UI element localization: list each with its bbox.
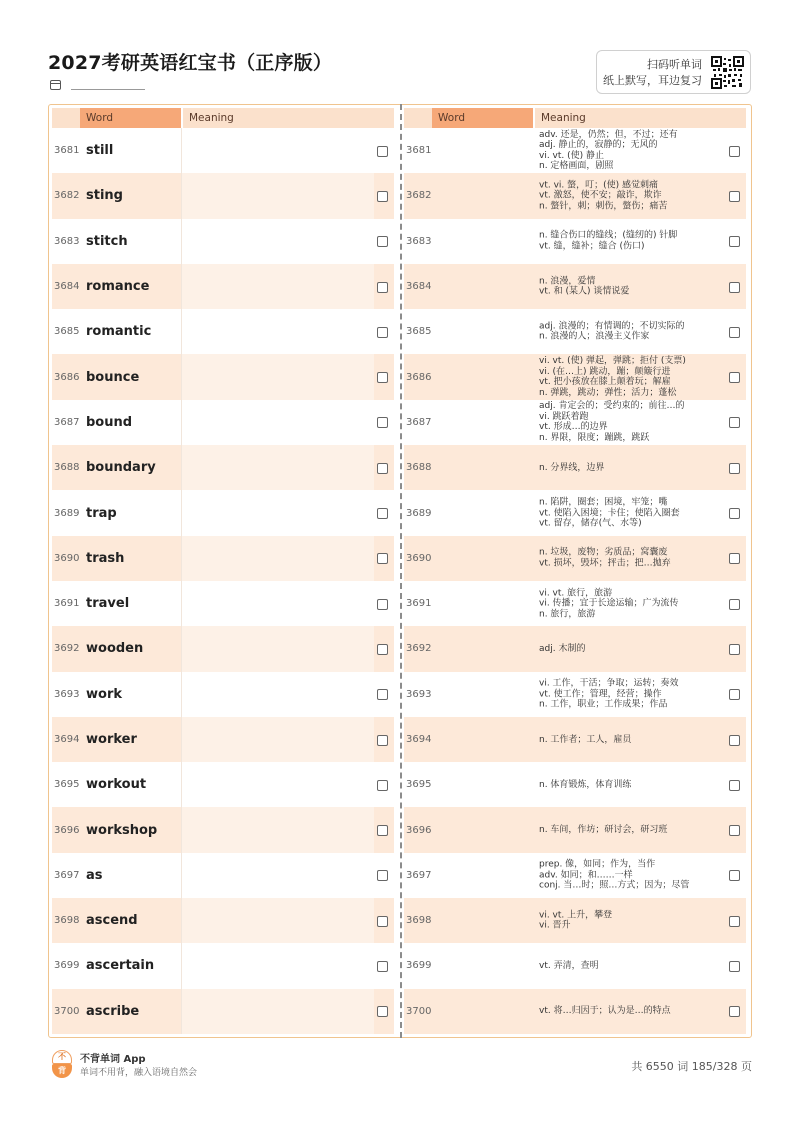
checkbox-icon[interactable]	[729, 825, 740, 836]
left-header	[52, 108, 394, 128]
row-number: 3686	[406, 371, 432, 383]
table-row	[52, 128, 394, 173]
table-row	[52, 762, 394, 807]
row-meaning: n. 体育锻炼，体育训练	[539, 779, 632, 790]
page-info: 共 6550 词 185/328 页	[631, 1060, 752, 1073]
row-meaning: adj. 肯定会的；受约束的；前往…的 vi. 跳跃着跑 vt. 形成…的边界 n. 界限，限度；蹦跳，跳跃	[539, 401, 685, 443]
row-number: 3681	[406, 145, 432, 157]
checkbox-icon[interactable]	[729, 599, 740, 610]
row-word: workout	[86, 777, 147, 793]
row-number: 3695	[406, 779, 432, 791]
checkbox-icon[interactable]	[377, 327, 388, 338]
right-rows	[404, 128, 746, 1034]
meaning-blank-cell[interactable]	[181, 762, 374, 807]
row-number: 3700	[54, 1005, 80, 1017]
checkbox-icon[interactable]	[729, 553, 740, 564]
row-meaning: n. 垃圾，废物；劣质品；窝囊废 vt. 损坏，毁坏；抨击；把…抛弃	[539, 547, 671, 569]
row-number: 3696	[406, 824, 432, 836]
checkbox-icon[interactable]	[377, 916, 388, 927]
row-number: 3688	[406, 462, 432, 474]
row-number: 3694	[406, 734, 432, 745]
row-number: 3692	[54, 643, 80, 655]
header-num-cell	[404, 108, 432, 128]
row-meaning: adj. 木制的	[539, 643, 586, 654]
scan-box	[596, 50, 751, 94]
checkbox-icon[interactable]	[729, 327, 740, 338]
row-number: 3691	[406, 598, 432, 610]
app-logo	[52, 1050, 72, 1078]
meaning-blank-cell[interactable]	[181, 717, 374, 762]
row-meaning: adj. 浪漫的；有情调的；不切实际的 n. 浪漫的人；浪漫主义作家	[539, 321, 685, 342]
checkbox-icon[interactable]	[729, 961, 740, 972]
row-number: 3687	[406, 416, 432, 428]
table-row	[404, 672, 746, 717]
header-meaning: Meaning	[183, 108, 374, 128]
table-row	[404, 309, 746, 354]
table-row	[52, 173, 394, 218]
table-row	[52, 853, 394, 898]
checkbox-icon[interactable]	[729, 191, 740, 202]
row-meaning: n. 浪漫，爱情 vt. 和 (某人) 谈情说爱	[539, 276, 630, 297]
checkbox-icon[interactable]	[729, 689, 740, 700]
row-meaning: vi. vt. (使) 弹起，弹跳；拒付 (支票) vi. (在…上) 跳动，蹦；颠簸行进 vt. 把小孩放在膝上颠着玩；解雇 n. 弹跳，跳动；弹性；活力；蓬松	[539, 356, 686, 398]
date-row	[50, 80, 145, 90]
row-number: 3685	[406, 326, 432, 338]
checkbox-icon[interactable]	[729, 417, 740, 428]
meaning-blank-cell[interactable]	[181, 173, 374, 218]
header-num-cell	[52, 108, 80, 128]
row-meaning: vt. 弄清，查明	[539, 960, 599, 971]
table-row	[404, 717, 746, 762]
table-row	[52, 898, 394, 943]
table-row	[52, 309, 394, 354]
table-row	[404, 853, 746, 898]
checkbox-icon[interactable]	[377, 961, 388, 972]
row-word: ascend	[86, 913, 138, 929]
meaning-blank-cell[interactable]	[181, 853, 374, 898]
row-number: 3690	[406, 552, 432, 564]
meaning-blank-cell[interactable]	[181, 943, 374, 988]
row-number: 3686	[54, 371, 80, 383]
row-number: 3693	[54, 688, 80, 700]
row-word: trash	[86, 550, 125, 566]
table-row	[52, 672, 394, 717]
checkbox-icon[interactable]	[729, 870, 740, 881]
row-meaning: vi. 工作，干活；争取；运转；奏效 vt. 使工作；管理，经营；操作 n. 工作，职业；工作成果；作品	[539, 678, 679, 710]
checkbox-icon[interactable]	[377, 508, 388, 519]
row-number: 3697	[54, 869, 80, 881]
meaning-blank-cell[interactable]	[181, 581, 374, 626]
table-row	[404, 898, 746, 943]
row-number: 3688	[54, 462, 80, 474]
app-slogan: 单词不用背，融入语境自然会	[80, 1068, 198, 1078]
table-row	[404, 490, 746, 535]
right-column	[404, 108, 746, 1017]
footer	[52, 1048, 752, 1080]
table-row	[404, 264, 746, 309]
row-number: 3698	[406, 915, 432, 927]
meaning-blank-cell[interactable]	[181, 807, 374, 852]
row-meaning: n. 缝合伤口的缝线；(缝纫的) 针脚 vt. 缝，缝补；缝合 (伤口)	[539, 230, 678, 252]
table-row	[52, 354, 394, 399]
row-word: stitch	[86, 233, 128, 249]
scan-text	[603, 57, 702, 89]
table-row	[404, 536, 746, 581]
row-number: 3683	[54, 235, 80, 247]
table-row	[52, 807, 394, 852]
checkbox-icon[interactable]	[377, 644, 388, 655]
table-row	[404, 943, 746, 988]
calendar-icon	[50, 80, 61, 90]
row-meaning: vi. vt. 旅行，旅游 vi. 传播；宜于长途运输；广为流传 n. 旅行，旅游	[539, 587, 679, 619]
checkbox-icon[interactable]	[377, 599, 388, 610]
checkbox-icon[interactable]	[377, 463, 388, 474]
row-word: trap	[86, 505, 117, 521]
checkbox-icon[interactable]	[729, 916, 740, 927]
row-word: still	[86, 143, 114, 159]
row-meaning: vt. 将…归因于；认为是…的特点	[539, 1006, 671, 1017]
checkbox-icon[interactable]	[377, 236, 388, 247]
row-word: worker	[86, 732, 137, 747]
app-name: 不背单词 App	[80, 1054, 146, 1065]
row-number: 3682	[54, 190, 80, 202]
logo-top: 不	[52, 1050, 72, 1064]
meaning-blank-cell[interactable]	[181, 536, 374, 581]
table-row	[52, 943, 394, 988]
header-meaning: Meaning	[535, 108, 726, 128]
row-word: wooden	[86, 641, 144, 657]
row-word: travel	[86, 596, 130, 612]
checkbox-icon[interactable]	[377, 825, 388, 836]
qr-code-icon[interactable]	[711, 56, 744, 89]
checkbox-icon[interactable]	[377, 870, 388, 881]
table-row	[52, 989, 394, 1034]
table-row	[52, 445, 394, 490]
checkbox-icon[interactable]	[377, 1006, 388, 1017]
checkbox-icon[interactable]	[377, 191, 388, 202]
checkbox-icon[interactable]	[377, 417, 388, 428]
table-row	[52, 536, 394, 581]
table-row	[404, 581, 746, 626]
meaning-blank-cell[interactable]	[181, 445, 374, 490]
table-row	[404, 807, 746, 852]
checkbox-icon[interactable]	[377, 372, 388, 383]
meaning-blank-cell[interactable]	[181, 309, 374, 354]
meaning-blank-cell[interactable]	[181, 264, 374, 309]
checkbox-icon[interactable]	[729, 508, 740, 519]
table-row	[52, 490, 394, 535]
row-word: as	[86, 867, 103, 883]
date-field[interactable]	[71, 80, 145, 90]
checkbox-icon[interactable]	[729, 644, 740, 655]
row-word: boundary	[86, 460, 156, 476]
table-row	[404, 445, 746, 490]
row-number: 3697	[406, 869, 432, 881]
left-column	[52, 108, 394, 1019]
checkbox-icon[interactable]	[729, 1006, 740, 1017]
header-word: Word	[80, 108, 181, 128]
checkbox-icon[interactable]	[729, 372, 740, 383]
header-check-cell	[726, 108, 746, 128]
row-meaning: vi. vt. 上升，攀登 vi. 晋升	[539, 910, 613, 931]
table-row	[404, 354, 746, 399]
row-number: 3692	[406, 643, 432, 655]
row-word: bound	[86, 414, 133, 430]
table-row	[404, 173, 746, 218]
table-row	[52, 581, 394, 626]
scan-line-2: 纸上默写，耳边复习	[603, 74, 702, 87]
row-number: 3687	[54, 416, 80, 428]
page-title: 2027考研英语红宝书（正序版）	[48, 52, 333, 74]
row-meaning: n. 分界线，边界	[539, 462, 605, 473]
table-row	[52, 400, 394, 445]
checkbox-icon[interactable]	[729, 463, 740, 474]
checkbox-icon[interactable]	[729, 282, 740, 293]
checkbox-icon[interactable]	[729, 735, 740, 746]
checkbox-icon[interactable]	[377, 553, 388, 564]
row-word: work	[86, 686, 122, 702]
meaning-blank-cell[interactable]	[181, 989, 374, 1034]
meaning-blank-cell[interactable]	[181, 128, 374, 173]
left-rows	[52, 128, 394, 1034]
logo-bottom: 背	[52, 1064, 72, 1078]
table-row	[52, 717, 394, 762]
row-number: 3685	[54, 326, 80, 338]
row-number: 3693	[406, 688, 432, 700]
table-row	[52, 264, 394, 309]
table-row	[404, 128, 746, 173]
row-meaning: vt. vi. 螫，叮；(使) 感觉刺痛 vt. 激怒，使不安；敲诈，欺诈 n. 螫针，刺；刺伤，螫伤；痛苦	[539, 180, 668, 212]
row-number: 3689	[54, 507, 80, 519]
meaning-blank-cell[interactable]	[181, 219, 374, 264]
checkbox-icon[interactable]	[729, 780, 740, 791]
row-word: romance	[86, 279, 150, 295]
row-meaning: adv. 还是，仍然；但，不过；还有 adj. 静止的，寂静的；无风的 vi. vt. (使) 静止 n. 定格画面，剧照	[539, 129, 678, 172]
meaning-blank-cell[interactable]	[181, 400, 374, 445]
meaning-blank-cell[interactable]	[181, 626, 374, 671]
row-number: 3696	[54, 824, 80, 836]
row-number: 3682	[406, 190, 432, 202]
row-number: 3684	[406, 281, 432, 293]
checkbox-icon[interactable]	[377, 689, 388, 700]
meaning-blank-cell[interactable]	[181, 490, 374, 535]
row-number: 3689	[406, 507, 432, 519]
row-number: 3699	[54, 960, 80, 972]
checkbox-icon[interactable]	[377, 282, 388, 293]
row-number: 3684	[54, 281, 80, 293]
table-row	[52, 219, 394, 264]
row-word: sting	[86, 188, 123, 204]
row-number: 3690	[54, 552, 80, 564]
checkbox-icon[interactable]	[377, 146, 388, 157]
row-word: ascertain	[86, 958, 155, 974]
row-word: romantic	[86, 324, 152, 340]
row-meaning: prep. 像，如同；作为，当作 adv. 如同；和……一样 conj. 当…时；照…方式；因为；尽管	[539, 859, 690, 891]
row-number: 3694	[54, 734, 80, 745]
row-number: 3695	[54, 779, 80, 791]
meaning-blank-cell[interactable]	[181, 354, 374, 399]
scan-line-1: 扫码听单词	[647, 58, 702, 71]
table-row	[404, 400, 746, 445]
row-meaning: n. 工作者；工人，雇员	[539, 734, 632, 745]
checkbox-icon[interactable]	[377, 780, 388, 791]
row-meaning: n. 陷阱，圈套；困境，牢笼；嘴 vt. 使陷入困境；卡住；使陷入圈套 vt. 留存，储存(气、水等)	[539, 497, 680, 529]
row-number: 3691	[54, 598, 80, 610]
header-check-cell	[374, 108, 394, 128]
checkbox-icon[interactable]	[729, 146, 740, 157]
row-number: 3700	[406, 1005, 432, 1017]
row-number: 3683	[406, 235, 432, 247]
checkbox-icon[interactable]	[729, 236, 740, 247]
row-word: workshop	[86, 822, 158, 838]
row-word: bounce	[86, 369, 140, 385]
row-word: ascribe	[86, 1003, 140, 1019]
table-row	[404, 626, 746, 671]
header-word: Word	[432, 108, 533, 128]
table-row	[404, 762, 746, 807]
right-header	[404, 108, 746, 128]
row-number: 3698	[54, 915, 80, 927]
table-row	[52, 626, 394, 671]
row-number: 3681	[54, 145, 80, 157]
row-number: 3699	[406, 960, 432, 972]
meaning-blank-cell[interactable]	[181, 672, 374, 717]
column-divider	[400, 104, 402, 1038]
table-row	[404, 989, 746, 1034]
checkbox-icon[interactable]	[377, 735, 388, 746]
row-meaning: n. 车间，作坊；研讨会，研习班	[539, 824, 668, 835]
meaning-blank-cell[interactable]	[181, 898, 374, 943]
table-row	[404, 219, 746, 264]
